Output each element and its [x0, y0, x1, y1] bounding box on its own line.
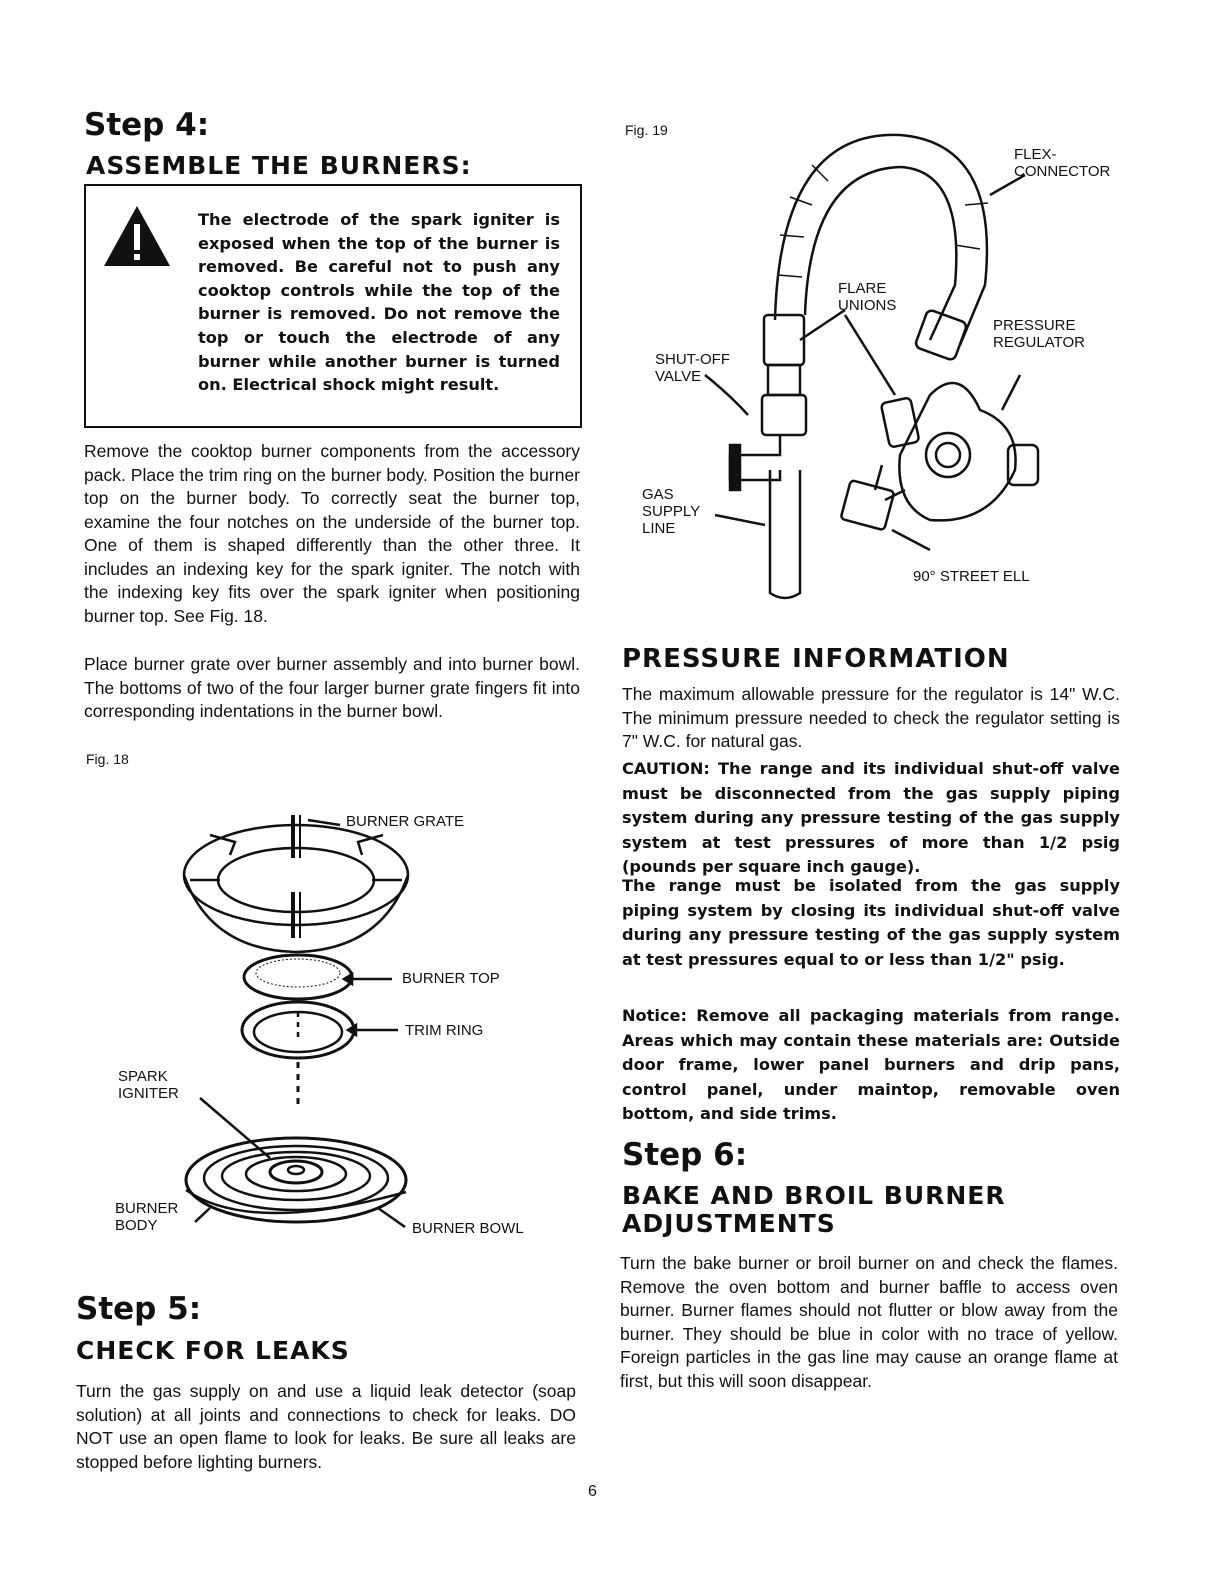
trim-ring-label: TRIM RING — [405, 1022, 484, 1039]
isolate-paragraph: The range must be isolated from the gas supply piping system by closing its individual shut-off valve during any pressure testing of the gas supply system at test pressures equal to or less than 1/2" psig. — [622, 876, 1120, 969]
flare-unions-label: FLARE UNIONS — [838, 280, 897, 314]
warning-box — [84, 184, 582, 428]
burner-body-label: BURNER BODY — [115, 1200, 179, 1234]
burner-grate-label: BURNER GRATE — [346, 813, 465, 830]
street-ell-label: 90° STREET ELL — [913, 568, 1030, 585]
step4-paragraph-2: Place burner grate over burner assembly and into burner bowl. The bottoms of two of the four larger burner grate fingers fit into corresponding indentations in the burner bowl. — [84, 654, 580, 721]
pressure-heading: PRESSURE INFORMATION — [622, 644, 1010, 674]
step6-title: Step 6: — [622, 1137, 748, 1173]
step5-paragraph: Turn the gas supply on and use a liquid leak detector (soap solution) at all joints and connections to check for leaks. DO NOT use an open flame to look for leaks. Be sure all leaks are stopped before lighting burners. — [76, 1381, 576, 1472]
step4-title: Step 4: — [84, 107, 210, 143]
step6-paragraph: Turn the bake burner or broil burner on and check the flames. Remove the oven bottom and burner baffle to access oven burner. Burner flames should not flutter or blow away from the burner. They should be blue in color with no trace of yellow. Foreign particles in the gas line may cause an orange flame at first, but this will soon disappear. — [620, 1253, 1118, 1391]
step5-heading: CHECK FOR LEAKS — [76, 1336, 350, 1365]
fig18-label: Fig. 18 — [86, 751, 129, 767]
caution-paragraph: CAUTION: The range and its individual shut-off valve must be disconnected from the gas supply piping system during any pressure testing of the gas supply system at test pressures of more than 1/2 psig (pounds per square inch gauge). — [622, 759, 1120, 876]
warning-icon — [102, 204, 172, 268]
warning-text: The electrode of the spark igniter is exposed when the top of the burner is removed. Be careful not to push any cooktop controls while the top of the burner is removed. Do not remove the top or touch the electrode of any burner while another burner is turned on. Electrical shock might result. — [198, 210, 560, 395]
burner-bowl-label: BURNER BOWL — [412, 1220, 524, 1237]
gas-supply-line-label: GAS SUPPLY LINE — [642, 486, 701, 537]
step4-heading: ASSEMBLE THE BURNERS: — [86, 151, 472, 180]
step4-paragraph-1: Remove the cooktop burner components from the accessory pack. Place the trim ring on the burner body. Position the burner top on the burner body. To correctly seat the burner top, examine the four notches on the underside of the burner top. One of them is shaped differently than the other three. It includes an indexing key for the spark igniter. The notch with the indexing key fits over the spark igniter when positioning burner top. See Fig. 18. — [84, 441, 580, 626]
fig19-label: Fig. 19 — [625, 122, 668, 138]
burner-top-label: BURNER TOP — [402, 970, 500, 987]
pressure-paragraph: The maximum allowable pressure for the regulator is 14" W.C. The minimum pressure needed to check the regulator setting is 7" W.C. for natural gas. — [622, 684, 1120, 751]
pressure-regulator-label: PRESSURE REGULATOR — [993, 317, 1085, 351]
page-number: 6 — [588, 1483, 597, 1500]
step5-title: Step 5: — [76, 1291, 202, 1327]
shutoff-valve-label: SHUT-OFF VALVE — [655, 351, 730, 385]
step6-heading: BAKE AND BROIL BURNER ADJUSTMENTS — [622, 1181, 1006, 1238]
fig18-burner-diagram — [100, 780, 560, 1250]
flex-connector-label: FLEX- CONNECTOR — [1014, 146, 1111, 180]
notice-paragraph: Notice: Remove all packaging materials from range. Areas which may contain these materials are: Outside door frame, lower panel burners and drip pans, control panel, under maintop, removable oven bottom, and side trims. — [622, 1006, 1120, 1123]
spark-igniter-label: SPARK IGNITER — [118, 1068, 179, 1102]
